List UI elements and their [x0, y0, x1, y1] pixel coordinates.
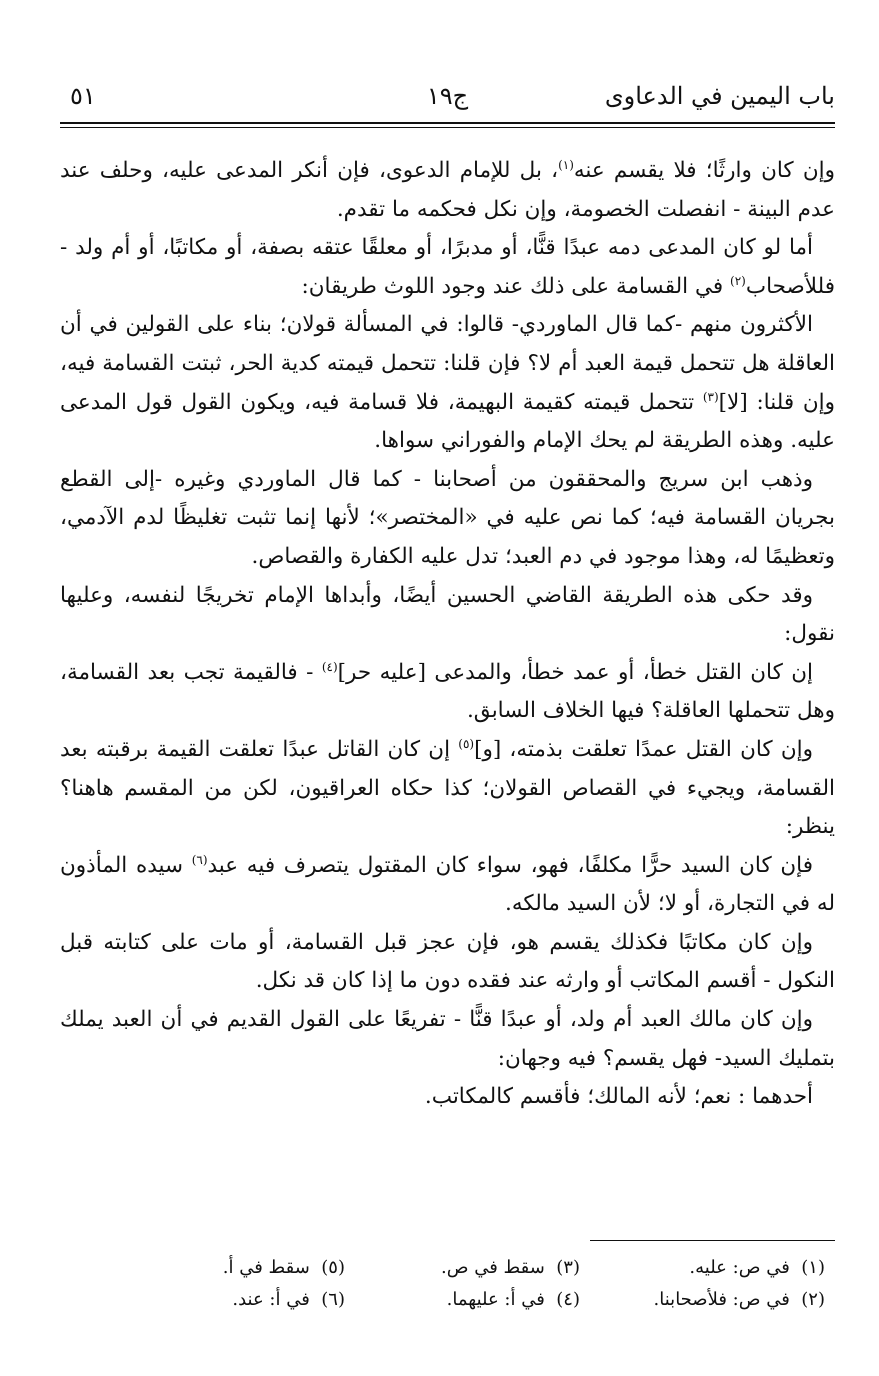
footnote-column	[600, 1252, 825, 1316]
footnote-ref: (٤)	[321, 659, 338, 674]
footnote-ref: (٣)	[702, 389, 719, 404]
footnote: (٣) سقط في ص.	[441, 1257, 580, 1278]
footnote: (٦) في أ: عند.	[232, 1289, 345, 1310]
paragraph: وإن كان القتل عمدًا تعلقت بذمته، [و]$^{(٥)}$ إن كان القاتل عبدًا تعلقت القيمة برقبته بعد القسامة، ويجيء في القصاص القولان؛ كذا حكاه العراقيون، لكن من المقسم هاهنا؟ ينظر:	[60, 736, 835, 840]
running-header	[60, 82, 835, 118]
footnote-column	[120, 1252, 345, 1316]
header-rule	[60, 122, 835, 124]
footnote: (٤) في أ: عليهما.	[446, 1289, 580, 1310]
footnote-ref: (٦)	[191, 852, 208, 867]
page-number: ٥١	[70, 82, 96, 110]
footnote: (٢) في ص: فلأصحابنا.	[653, 1289, 825, 1310]
paragraph: وإن كان مالك العبد أم ولد، أو عبدًا قنًّا - تفريعًا على القول القديم في أن العبد يملك بتمليك السيد- فهل يقسم؟ فيه وجهان:	[60, 1007, 835, 1071]
paragraph: وقد حكى هذه الطريقة القاضي الحسين أيضًا، وأبداها الإمام تخريجًا لنفسه، وعليها نقول:	[60, 582, 835, 647]
footnote: (٥) سقط في أ.	[222, 1257, 345, 1278]
paragraph: أما لو كان المدعى دمه عبدًا قنًّا، أو مدبرًا، أو معلقًا عتقه بصفة، أو مكاتبًا، أو أم ولد - فللأصحاب$^{(٢)}$ في القسامة على ذلك عند وجود اللوث طريقان:	[60, 235, 835, 299]
footnote-column	[355, 1252, 580, 1316]
paragraph: وإن كان وارثًا؛ فلا يقسم عنه$^{(١)}$، بل للإمام الدعوى، فإن أنكر المدعى عليه، وحلف عند عدم البينة - انفصلت الخصومة، وإن نكل فحكمه ما تقدم.	[60, 157, 835, 222]
paragraph: فإن كان السيد حرًّا مكلفًا، فهو، سواء كان المقتول يتصرف فيه عبد$^{(٦)}$ سيده المأذون له في التجارة، أو لا؛ لأن السيد مالكه.	[60, 852, 835, 917]
footnote: (١) في ص: عليه.	[689, 1257, 825, 1278]
paragraph: إن كان القتل خطأ، أو عمد خطأ، والمدعى [عليه حر]$^{(٤)}$ - فالقيمة تجب بعد القسامة، وهل تتحملها العاقلة؟ فيها الخلاف السابق.	[60, 659, 835, 724]
footnote-ref: (١)	[558, 157, 574, 172]
paragraph: أحدهما : نعم؛ لأنه المالك؛ فأقسم كالمكاتب.	[424, 1084, 813, 1110]
paragraph: وإن كان مكاتبًا فكذلك يقسم هو، فإن عجز قبل القسامة، أو مات على كتابته قبل النكول - أقسم المكاتب أو وارثه عند فقده دون ما إذا كان قد نكل.	[60, 929, 835, 994]
footnote-ref: (٢)	[730, 273, 746, 288]
header-rule-thin	[60, 127, 835, 128]
paragraph: وذهب ابن سريج والمحققون من أصحابنا - كما قال الماوردي وغيره -إلى القطع بجريان القسامة فيه؛ كما نص عليه في «المختصر»؛ لأنها إنما تثبت تغليظًا لدم الآدمي، وتعظيمًا له، وهذا موجود في دم العبد؛ تدل عليه الكفارة والقصاص.	[60, 466, 835, 569]
main-text	[60, 152, 835, 1117]
volume-number: ج١٩	[426, 82, 469, 110]
paragraph: الأكثرون منهم -كما قال الماوردي- قالوا: في المسألة قولان؛ بناء على القولين في أن العاقلة هل تتحمل قيمة العبد أم لا؟ فإن قلنا: تتحمل قيمته كدية الحر، ثبتت القسامة فيه، وإن قلنا: [لا]$^{(٣)}$ تتحمل قيمته كقيمة البهيمة، فلا قسامة فيه، ويكون القول قول المدعى عليه. وهذه الطريقة لم يحك الإمام والفوراني سواها.	[60, 312, 835, 454]
footnote-ref: (٥)	[458, 736, 475, 751]
footnote-rule	[590, 1240, 835, 1241]
document-page	[60, 0, 835, 1376]
chapter-title: باب اليمين في الدعاوى	[604, 82, 835, 110]
